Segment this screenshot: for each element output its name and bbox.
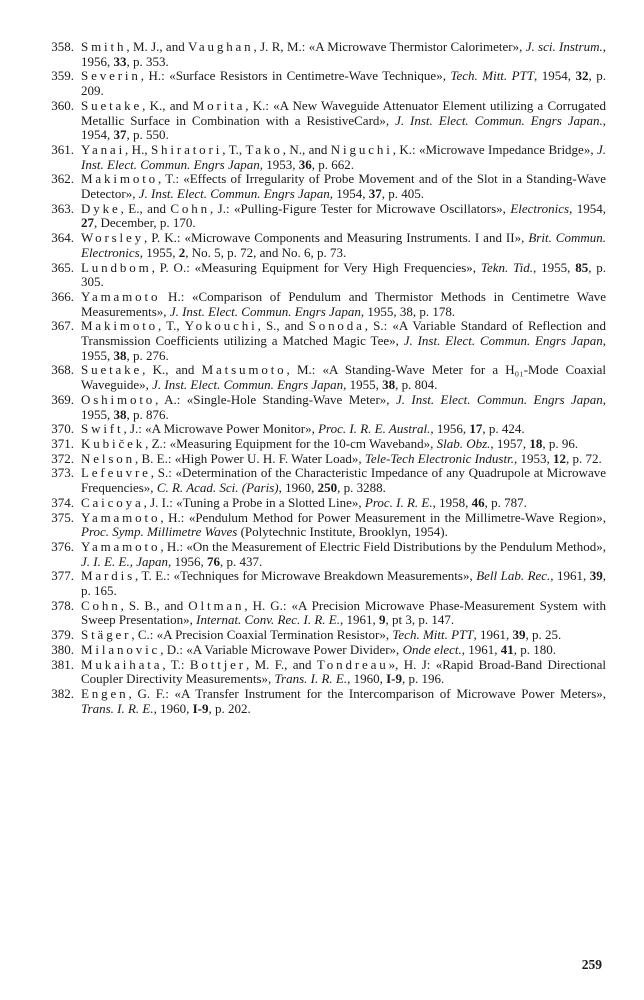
- reference-fragment: , J. R, M.: «A Microwave Thermistor Calorimeter»,: [253, 39, 526, 54]
- reference-number: 364.: [51, 230, 74, 246]
- reference-number: 378.: [51, 597, 74, 613]
- journal-title: J. Inst. Elect. Commun. Engrs Japan: [152, 377, 344, 393]
- reference-entry: [40, 40, 606, 69]
- journal-title: J. Inst. Elect. Commun. Engrs Japan: [395, 391, 603, 407]
- volume-number: 38: [382, 377, 396, 393]
- reference-fragment: , 1960,: [278, 480, 318, 496]
- author-name: Oshimoto: [81, 391, 156, 407]
- author-name: Smith: [81, 39, 127, 54]
- reference-text: [81, 687, 606, 716]
- reference-fragment: , B. E.: «High Power U. H. F. Water Load»,: [135, 450, 365, 466]
- reference-entry: [40, 69, 606, 98]
- reference-fragment: , T.,: [158, 318, 185, 334]
- reference-text: [81, 319, 606, 363]
- journal-title: J. Inst. Elect. Commun. Engrs Japan.: [395, 112, 603, 128]
- reference-fragment: , p. 25.: [525, 627, 562, 643]
- reference-entry: [40, 202, 606, 231]
- reference-fragment: , p. 305.: [81, 259, 607, 290]
- journal-title: Proc. I. R. E.: [364, 494, 433, 510]
- reference-fragment: , H.: «Surface Resistors in Centimetre-Wave Technique»,: [140, 68, 451, 84]
- reference-fragment: , p. 876.: [126, 406, 169, 422]
- reference-fragment: , 1953,: [259, 156, 299, 172]
- reference-fragment: , 1955,: [139, 244, 179, 260]
- journal-title: J. sci. Instrum.: [525, 39, 603, 54]
- reference-fragment: , p. 96.: [542, 435, 579, 451]
- reference-fragment: », H. J: «Rapid Broad-Band Directional Coupler Directivity Measurements»,: [81, 656, 606, 687]
- reference-fragment: , p. 662.: [311, 156, 354, 172]
- reference-entry: [40, 687, 606, 716]
- reference-text: [81, 40, 606, 69]
- author-name: Suetake: [81, 362, 143, 378]
- reference-fragment: , M. J., and: [126, 39, 189, 54]
- volume-number: 46: [471, 494, 485, 510]
- reference-fragment: , M. F., and: [246, 656, 317, 672]
- reference-fragment: , 1954,: [534, 68, 576, 84]
- author-name: Milanovic: [81, 641, 161, 657]
- author-name: Stäger: [81, 627, 132, 643]
- volume-number: 38: [113, 347, 127, 363]
- reference-entry: [40, 172, 606, 201]
- author-name: Swift: [81, 421, 124, 437]
- reference-entry: [40, 231, 606, 260]
- reference-list: [40, 40, 606, 716]
- reference-text: [81, 422, 606, 437]
- journal-title: Tekn. Tid.: [480, 259, 533, 275]
- reference-fragment: , K.: «A New Waveguide Attenuator Element utilizing a Corrugated Metallic Surface in Combination with a ResistiveCard»,: [81, 97, 606, 128]
- author-name: Engen: [81, 685, 129, 701]
- reference-text: [81, 452, 606, 467]
- author-name: Oltman: [188, 597, 245, 613]
- volume-number: 250: [317, 480, 338, 496]
- reference-fragment: , 1961,: [473, 627, 513, 643]
- reference-fragment: , 1956,: [430, 421, 470, 437]
- volume-number: 2: [178, 244, 186, 260]
- reference-fragment: , S.: «Determination of the Characteristic Impedance of any Quadrupole at Microwave Frequencies»,: [81, 465, 606, 496]
- reference-fragment: , 1955,: [81, 391, 606, 422]
- reference-fragment: , p. 353.: [126, 53, 169, 69]
- reference-text: [81, 99, 606, 143]
- reference-entry: [40, 452, 606, 467]
- reference-text: [81, 658, 606, 687]
- author-name: Mardis: [81, 568, 135, 584]
- volume-number: 36: [298, 156, 312, 172]
- reference-fragment: , S. B., and: [120, 597, 189, 613]
- reference-fragment: , J.: «Pulling-Figure Tester for Microwave Oscillators»,: [210, 200, 511, 216]
- reference-fragment: , 1958,: [432, 494, 472, 510]
- author-name: Severin: [81, 68, 141, 84]
- journal-title: J. Inst. Elect. Commun. Engrs Japan: [169, 303, 361, 319]
- reference-entry: [40, 261, 606, 290]
- reference-fragment: , p. 804.: [395, 377, 438, 393]
- reference-fragment: , 1955,: [81, 333, 606, 363]
- reference-entry: [40, 540, 606, 569]
- reference-fragment: , 1953,: [513, 450, 553, 466]
- reference-number: 359.: [51, 68, 74, 84]
- reference-number: 371.: [51, 435, 74, 451]
- journal-title: Electronics: [510, 200, 570, 216]
- journal-title: Tele-Tech Electronic Industr.: [364, 450, 514, 466]
- journal-title: J. I. E. E., Japan: [81, 553, 169, 569]
- author-name: Bottjer: [189, 656, 247, 672]
- journal-title: Tech. Mitt. PTT: [392, 627, 474, 643]
- volume-number: 9: [378, 612, 386, 628]
- reference-fragment: , 1961,: [461, 641, 501, 657]
- reference-fragment: , p. 165.: [81, 568, 606, 599]
- reference-fragment: , T.:: [162, 656, 190, 672]
- reference-fragment: , p. 180.: [513, 641, 557, 657]
- author-name: Cohn: [170, 200, 210, 216]
- reference-entry: [40, 143, 606, 172]
- reference-number: 382.: [51, 685, 74, 701]
- reference-number: 370.: [51, 421, 74, 437]
- author-name: Morita: [192, 97, 246, 113]
- journal-title: Proc. I. R. E. Austral.: [318, 421, 431, 437]
- reference-text: [81, 511, 606, 540]
- reference-fragment: , 1960,: [153, 700, 193, 716]
- reference-number: 377.: [51, 568, 74, 584]
- volume-number: 17: [469, 421, 483, 437]
- reference-entry: [40, 319, 606, 363]
- author-name: Cohn: [81, 597, 121, 613]
- author-name: Nelson: [81, 450, 135, 466]
- reference-fragment: , C.: «A Precision Coaxial Termination Resistor»,: [131, 627, 393, 643]
- reference-fragment: , p. 202.: [208, 700, 251, 716]
- reference-fragment: , Z.: «Measuring Equipment for the 10-cm Waveband»,: [145, 435, 437, 451]
- author-name: Matsumoto: [201, 362, 287, 378]
- reference-number: 360.: [51, 97, 74, 113]
- reference-fragment: , 1961,: [550, 568, 590, 584]
- reference-entry: [40, 643, 606, 658]
- page-number: 259: [581, 957, 602, 972]
- author-name: Yamamoto: [81, 288, 161, 304]
- reference-fragment: , T.: «Effects of Irregularity of Probe Movement and of the Slot in a Standing-Wave Detector»,: [81, 171, 606, 202]
- journal-title: Tech. Mitt. PTT: [450, 68, 535, 84]
- volume-number: 27: [81, 215, 94, 231]
- author-name: Yamamoto: [81, 538, 161, 554]
- journal-title: C. R. Acad. Sci. (Paris): [156, 480, 279, 496]
- reference-fragment: , 1961,: [339, 612, 379, 628]
- reference-entry: [40, 569, 606, 598]
- author-name: Worsley: [81, 230, 145, 246]
- reference-text: [81, 393, 606, 422]
- author-name: Makimoto: [81, 318, 159, 334]
- reference-fragment: , E., and: [120, 200, 171, 216]
- reference-text: [81, 496, 606, 511]
- reference-fragment: , K., and: [142, 97, 193, 113]
- author-name: Kubiček: [81, 435, 146, 451]
- reference-fragment: , H.,: [125, 141, 151, 157]
- volume-number: 33: [113, 53, 127, 69]
- reference-number: 362.: [51, 171, 74, 187]
- reference-text: [81, 643, 606, 658]
- reference-fragment: , H. G.: «A Precision Microwave Phase-Measurement System with Sweep Presentation»,: [81, 597, 606, 628]
- reference-fragment: , p. 3288.: [337, 480, 386, 496]
- reference-fragment: , J. I.: «Tuning a Probe in a Slotted Line»,: [143, 494, 365, 510]
- reference-number: 381.: [51, 656, 74, 672]
- journal-title: Proc. Symp. Millimetre Waves: [81, 524, 238, 540]
- author-name: Lefeuvre: [81, 465, 151, 481]
- journal-title: J. Inst. Elect. Commun. Engrs Japan: [138, 186, 330, 202]
- journal-title: Internat. Conv. Rec. I. R. E.: [196, 612, 340, 628]
- reference-fragment: , A.: «Single-Hole Standing-Wave Meter»,: [155, 391, 396, 407]
- reference-number: 380.: [51, 641, 74, 657]
- reference-fragment: , J.: «A Microwave Power Monitor»,: [123, 421, 319, 437]
- reference-text: [81, 466, 606, 495]
- volume-number: 38: [113, 406, 127, 422]
- reference-fragment: , p. 405.: [381, 186, 425, 202]
- reference-number: 365.: [51, 259, 74, 275]
- volume-number: 32: [575, 68, 589, 84]
- reference-text: [81, 363, 606, 392]
- reference-fragment: , p. 787.: [484, 494, 527, 510]
- reference-number: 376.: [51, 538, 74, 554]
- volume-number: 12: [552, 450, 566, 466]
- volume-number: 39: [512, 627, 526, 643]
- reference-fragment: , T. E.: «Techniques for Microwave Breakdown Measurements»,: [135, 568, 477, 584]
- author-name: Mukaihata: [81, 656, 163, 672]
- reference-text: [81, 69, 606, 98]
- reference-fragment: , pt 3, p. 147.: [385, 612, 455, 628]
- reference-fragment: , M.: «A Standing-Wave Meter for a H₀₁-Mode Coaxial Waveguide»,: [81, 362, 606, 393]
- volume-number: 37: [113, 127, 127, 143]
- author-name: Lundbom: [81, 259, 152, 275]
- reference-fragment: , H.: «Pendulum Method for Power Measurement in the Millimetre-Wave Region»,: [160, 509, 606, 525]
- journal-title: J. Inst. Elect. Commun. Engrs Japan: [403, 333, 603, 349]
- reference-fragment: , 1954,: [81, 112, 606, 143]
- reference-fragment: , p. 196.: [402, 671, 445, 687]
- author-name: Suetake: [81, 97, 143, 113]
- reference-text: [81, 202, 606, 231]
- journal-title: Brit. Commun. Electronics: [81, 230, 606, 260]
- reference-number: 369.: [51, 391, 74, 407]
- reference-text: [81, 599, 606, 628]
- reference-fragment: (Polytechnic Institute, Brooklyn, 1954).: [237, 524, 448, 540]
- reference-entry: [40, 422, 606, 437]
- volume-number: I-9: [386, 671, 402, 687]
- reference-number: 373.: [51, 465, 74, 481]
- reference-fragment: , S., and: [257, 318, 309, 334]
- reference-entry: [40, 99, 606, 143]
- reference-fragment: , N., and: [282, 141, 331, 157]
- reference-number: 379.: [51, 627, 74, 643]
- volume-number: I-9: [192, 700, 209, 716]
- reference-fragment: , 1955,: [532, 259, 576, 275]
- reference-entry: [40, 496, 606, 511]
- reference-fragment: , p. 550.: [126, 127, 169, 143]
- author-name: Caicoya: [81, 494, 144, 510]
- volume-number: 85: [575, 259, 589, 275]
- author-name: Tako: [245, 141, 283, 157]
- reference-entry: [40, 466, 606, 495]
- reference-fragment: , D.: «A Variable Microwave Power Divider»,: [160, 641, 403, 657]
- author-name: Niguchi: [330, 141, 393, 157]
- journal-title: Onde elect.: [402, 641, 462, 657]
- reference-fragment: , p. 437.: [220, 553, 263, 569]
- reference-fragment: , p. 209.: [81, 68, 606, 99]
- reference-entry: [40, 628, 606, 643]
- author-name: Sonoda: [308, 318, 365, 334]
- reference-fragment: , P. K.: «Microwave Components and Measuring Instruments. I and II»,: [144, 230, 529, 246]
- reference-number: 363.: [51, 200, 74, 216]
- reference-number: 361.: [51, 141, 74, 157]
- volume-number: 37: [368, 186, 382, 202]
- reference-text: [81, 261, 606, 290]
- reference-text: [81, 437, 606, 452]
- reference-fragment: , K.: «Microwave Impedance Bridge»,: [392, 141, 597, 157]
- reference-entry: [40, 511, 606, 540]
- reference-fragment: , H.: «On the Measurement of Electric Field Distributions by the Pendulum Method»,: [160, 538, 606, 554]
- reference-text: [81, 540, 606, 569]
- reference-fragment: , G. F.: «A Transfer Instrument for the Intercomparison of Microwave Power Meters»,: [128, 685, 606, 701]
- reference-number: 375.: [51, 509, 74, 525]
- reference-text: [81, 569, 606, 598]
- reference-fragment: , December, p. 170.: [94, 215, 196, 231]
- author-name: Yanai: [81, 141, 126, 157]
- reference-fragment: , 1957,: [490, 435, 530, 451]
- reference-fragment: , 1954,: [569, 200, 606, 216]
- author-name: Shiratori: [150, 141, 223, 157]
- reference-entry: [40, 658, 606, 687]
- author-name: Yokouchi: [184, 318, 258, 334]
- reference-fragment: , p. 72.: [565, 450, 602, 466]
- reference-text: [81, 628, 606, 643]
- author-name: Vaughan: [188, 39, 254, 54]
- journal-title: Slab. Obz.: [436, 435, 491, 451]
- reference-number: 374.: [51, 494, 74, 510]
- reference-text: [81, 143, 606, 172]
- reference-fragment: , p. 424.: [482, 421, 525, 437]
- reference-text: [81, 231, 606, 260]
- reference-text: [81, 172, 606, 201]
- reference-entry: [40, 393, 606, 422]
- reference-entry: [40, 363, 606, 392]
- reference-fragment: , 1955, 38, p. 178.: [360, 303, 456, 319]
- reference-number: 368.: [51, 362, 74, 378]
- journal-title: Bell Lab. Rec.: [476, 568, 551, 584]
- reference-number: 367.: [51, 318, 74, 334]
- reference-number: 366.: [51, 288, 74, 304]
- volume-number: 76: [207, 553, 221, 569]
- journal-title: J. Inst. Elect. Commun. Engrs Japan: [81, 141, 606, 172]
- reference-fragment: , No. 5, p. 72, and No. 6, p. 73.: [185, 244, 347, 260]
- author-name: Yamamoto: [81, 509, 161, 525]
- reference-fragment: , T.,: [222, 141, 246, 157]
- volume-number: 41: [500, 641, 514, 657]
- reference-fragment: , 1954,: [329, 186, 369, 202]
- author-name: Tondreau: [316, 656, 389, 672]
- author-name: Dyke: [81, 200, 121, 216]
- reference-fragment: , P. O.: «Measuring Equipment for Very High Frequencies»,: [151, 259, 481, 275]
- reference-entry: [40, 290, 606, 319]
- reference-text: [81, 290, 606, 319]
- reference-number: 358.: [51, 39, 74, 54]
- reference-fragment: , 1956,: [81, 39, 606, 69]
- reference-entry: [40, 599, 606, 628]
- reference-fragment: , p. 276.: [126, 347, 169, 363]
- reference-entry: [40, 437, 606, 452]
- reference-fragment: H.: «Comparison of Pendulum and Thermistor Methods in Centimetre Wave Measurements»,: [81, 288, 606, 319]
- reference-fragment: , 1955,: [343, 377, 383, 393]
- reference-fragment: , 1956,: [168, 553, 208, 569]
- reference-fragment: , 1960,: [347, 671, 387, 687]
- volume-number: 18: [529, 435, 543, 451]
- volume-number: 39: [589, 568, 603, 584]
- reference-fragment: , K., and: [142, 362, 202, 378]
- journal-title: Trans. I. R. E.: [81, 700, 154, 716]
- reference-number: 372.: [51, 450, 74, 466]
- author-name: Makimoto: [81, 171, 159, 187]
- reference-fragment: , S.: «A Variable Standard of Reflection and Transmission Coefficients utilizing a Matched Magic Tee»,: [81, 318, 606, 349]
- journal-title: Trans. I. R. E.: [274, 671, 348, 687]
